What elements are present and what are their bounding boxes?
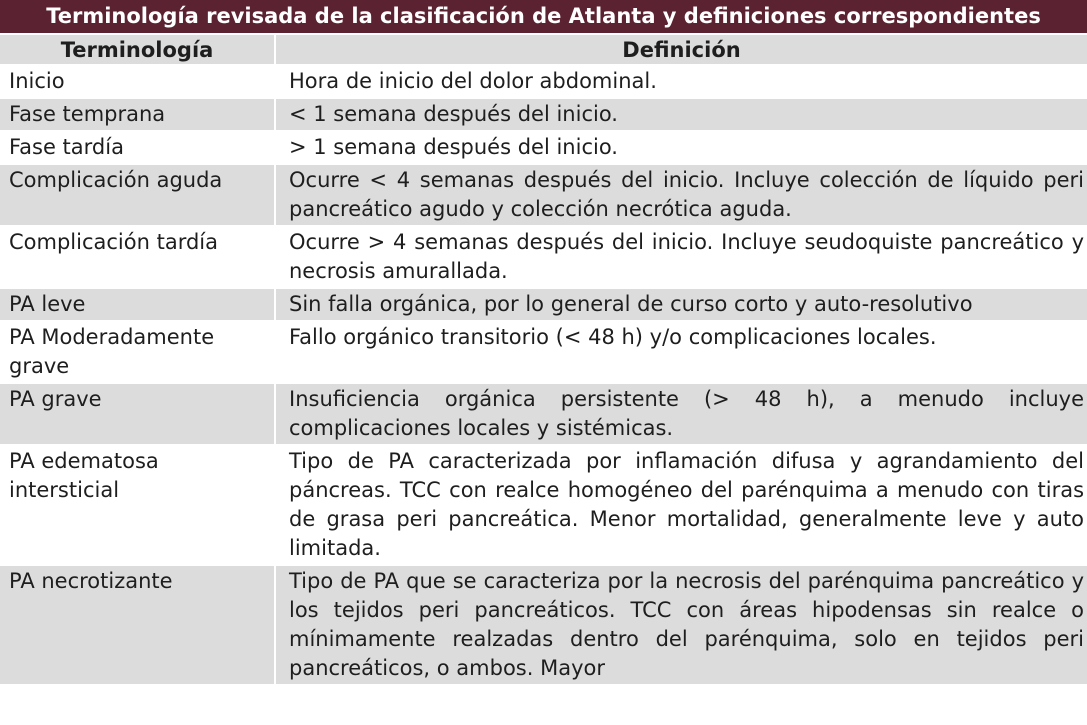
header-row [0,34,1087,65]
term-cell: Fase temprana [0,98,275,131]
table-row [0,445,1087,565]
definition-cell: > 1 semana después del inicio. [275,131,1087,164]
title-row [0,0,1087,34]
definition-cell: Tipo de PA caracterizada por inflamación difusa y agrandamiento del páncreas. TCC con realce homogéneo del parénquima a menudo con tiras de grasa peri pancreática. Menor mortalidad, generalmente leve y auto limitada. [275,445,1087,565]
table-row [0,98,1087,131]
term-cell: PA Moderadamente grave [0,321,275,383]
table-row [0,131,1087,164]
term-cell: PA grave [0,383,275,445]
term-cell: Inicio [0,65,275,98]
definition-cell: Fallo orgánico transitorio (< 48 h) y/o complicaciones locales. [275,321,1087,383]
table-title: Terminología revisada de la clasificación de Atlanta y definiciones correspondientes [0,0,1087,34]
term-cell: Fase tardía [0,131,275,164]
column-header-definition: Definición [275,34,1087,65]
definition-cell: Sin falla orgánica, por lo general de curso corto y auto-resolutivo [275,288,1087,321]
table-row [0,288,1087,321]
table-row [0,164,1087,226]
table-row [0,65,1087,98]
term-cell: PA necrotizante [0,565,275,685]
definition-cell: Hora de inicio del dolor abdominal. [275,65,1087,98]
definition-cell: Insuficiencia orgánica persistente (> 48 h), a menudo incluye complicaciones locales y sistémicas. [275,383,1087,445]
column-header-terminology: Terminología [0,34,275,65]
definition-cell: Ocurre > 4 semanas después del inicio. Incluye seudoquiste pancreático y necrosis amurallada. [275,226,1087,288]
term-cell: PA leve [0,288,275,321]
definition-cell: Tipo de PA que se caracteriza por la necrosis del parénquima pancreático y los tejidos peri pancreáticos. TCC con áreas hipodensas sin realce o mínimamente realzadas dentro del parénquima, solo en tejidos peri pancreáticos, o ambos. Mayor [275,565,1087,685]
table-row [0,383,1087,445]
term-cell: Complicación tardía [0,226,275,288]
term-cell: PA edematosa intersticial [0,445,275,565]
definition-cell: < 1 semana después del inicio. [275,98,1087,131]
table-row [0,565,1087,685]
table-row [0,226,1087,288]
term-cell: Complicación aguda [0,164,275,226]
definition-cell: Ocurre < 4 semanas después del inicio. Incluye colección de líquido peri pancreático agudo y colección necrótica aguda. [275,164,1087,226]
table-row [0,321,1087,383]
